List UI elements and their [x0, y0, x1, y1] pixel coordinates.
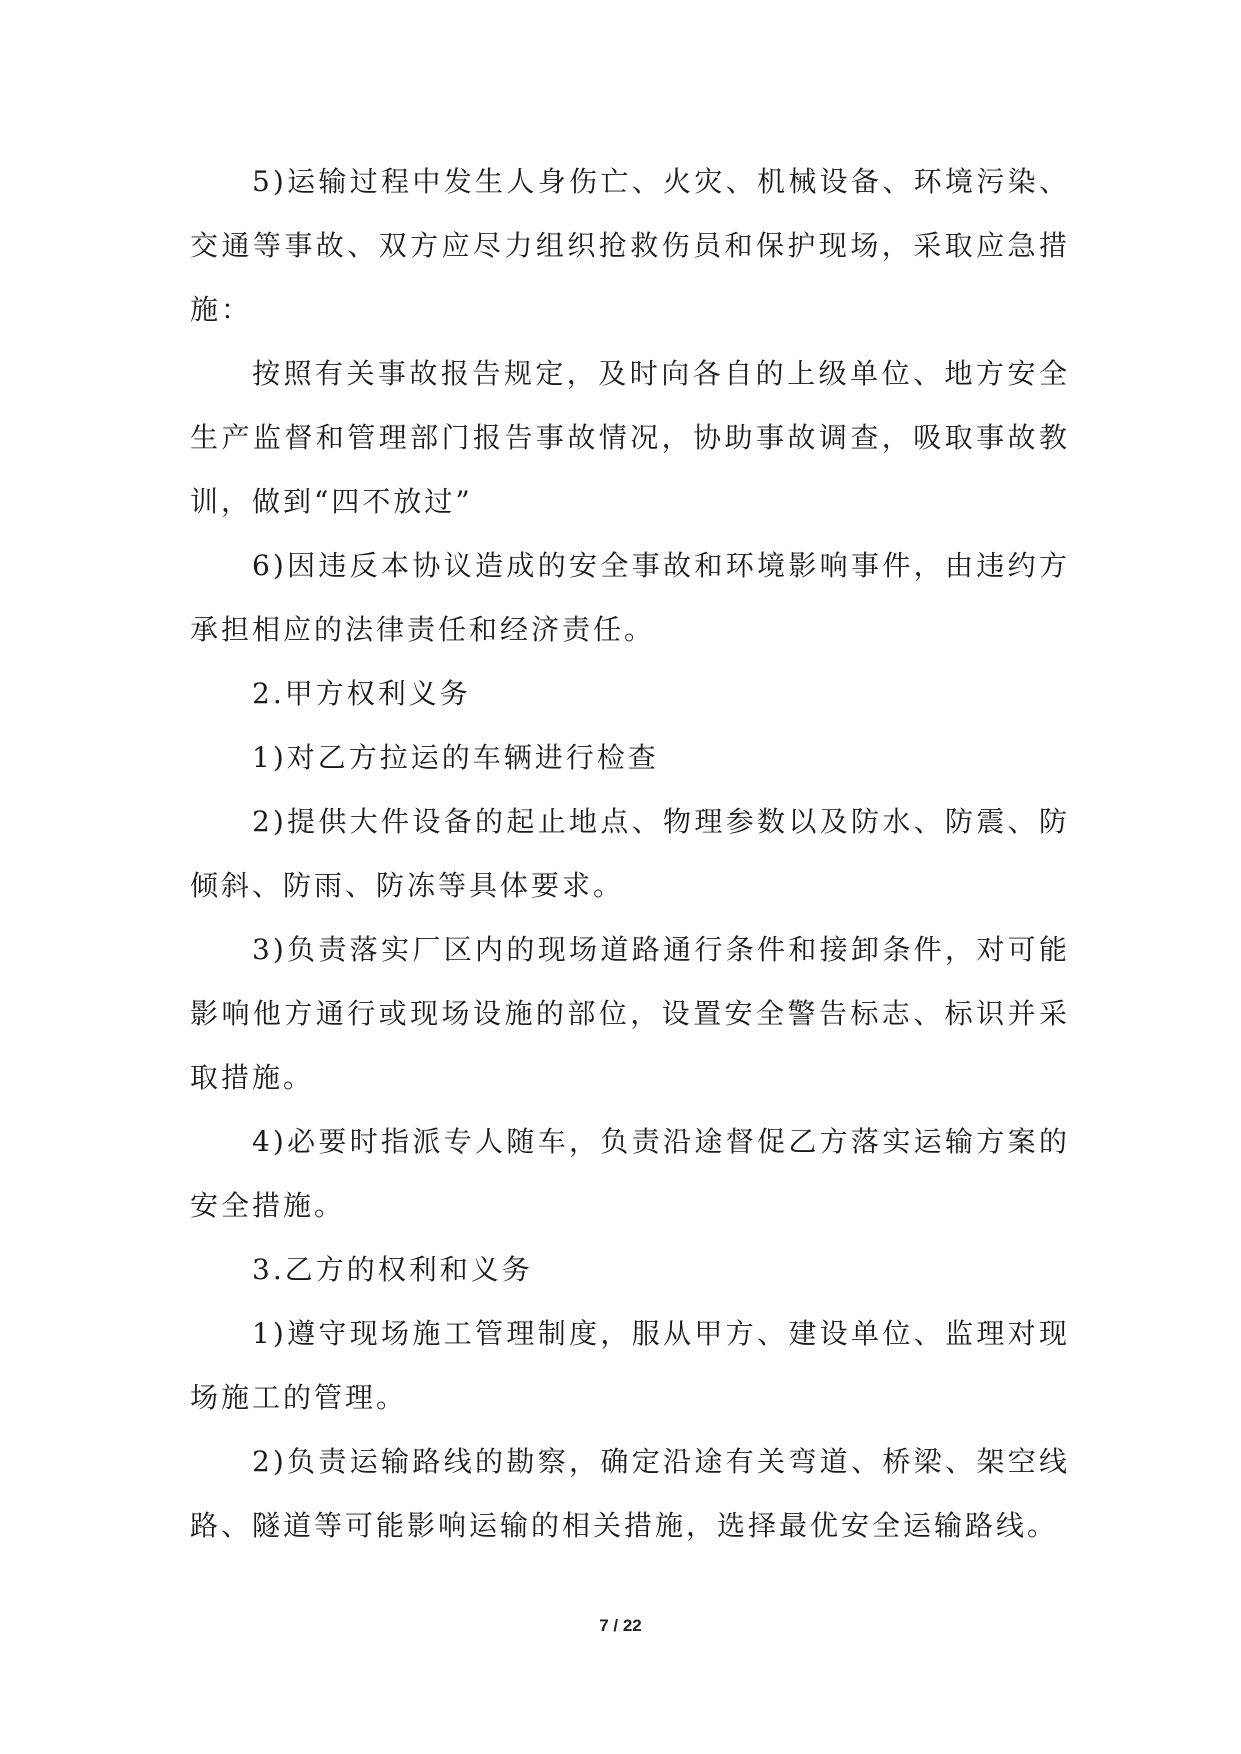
paragraph-party-b-item-1: 1)遵守现场施工管理制度，服从甲方、建设单位、监理对现场施工的管理。 [190, 1317, 1070, 1414]
paragraph-party-a-item-2: 2)提供大件设备的起止地点、物理参数以及防水、防震、防倾斜、防雨、防冻等具体要求。 [190, 805, 1070, 902]
section-heading-party-b: 3.乙方的权利和义务 [252, 1253, 533, 1286]
paragraph-accident-report: 按照有关事故报告规定，及时向各自的上级单位、地方安全生产监督和管理部门报告事故情况，协助事故调查，吸取事故教训，做到“四不放过” [190, 357, 1070, 518]
paragraph-party-a-item-1: 1)对乙方拉运的车辆进行检查 [252, 741, 659, 774]
paragraph-accident-response: 5)运输过程中发生人身伤亡、火灾、机械设备、环境污染、交通等事故、双方应尽力组织抢救伤员和保护现场，采取应急措施： [190, 165, 1070, 326]
paragraph-party-a-item-3: 3)负责落实厂区内的现场道路通行条件和接卸条件，对可能影响他方通行或现场设施的部位，设置安全警告标志、标识并采取措施。 [190, 933, 1070, 1094]
paragraph-party-b-item-2: 2)负责运输路线的勘察，确定沿途有关弯道、桥梁、架空线路、隧道等可能影响运输的相关措施，选择最优安全运输路线。 [190, 1445, 1070, 1542]
page-number: 7 / 22 [599, 1616, 642, 1635]
section-heading-party-a: 2.甲方权利义务 [252, 677, 471, 710]
document-body [190, 150, 1070, 1558]
paragraph-party-a-item-4: 4)必要时指派专人随车，负责沿途督促乙方落实运输方案的安全措施。 [190, 1125, 1070, 1222]
paragraph-liability: 6)因违反本协议造成的安全事故和环境影响事件，由违约方承担相应的法律责任和经济责任。 [190, 549, 1070, 646]
